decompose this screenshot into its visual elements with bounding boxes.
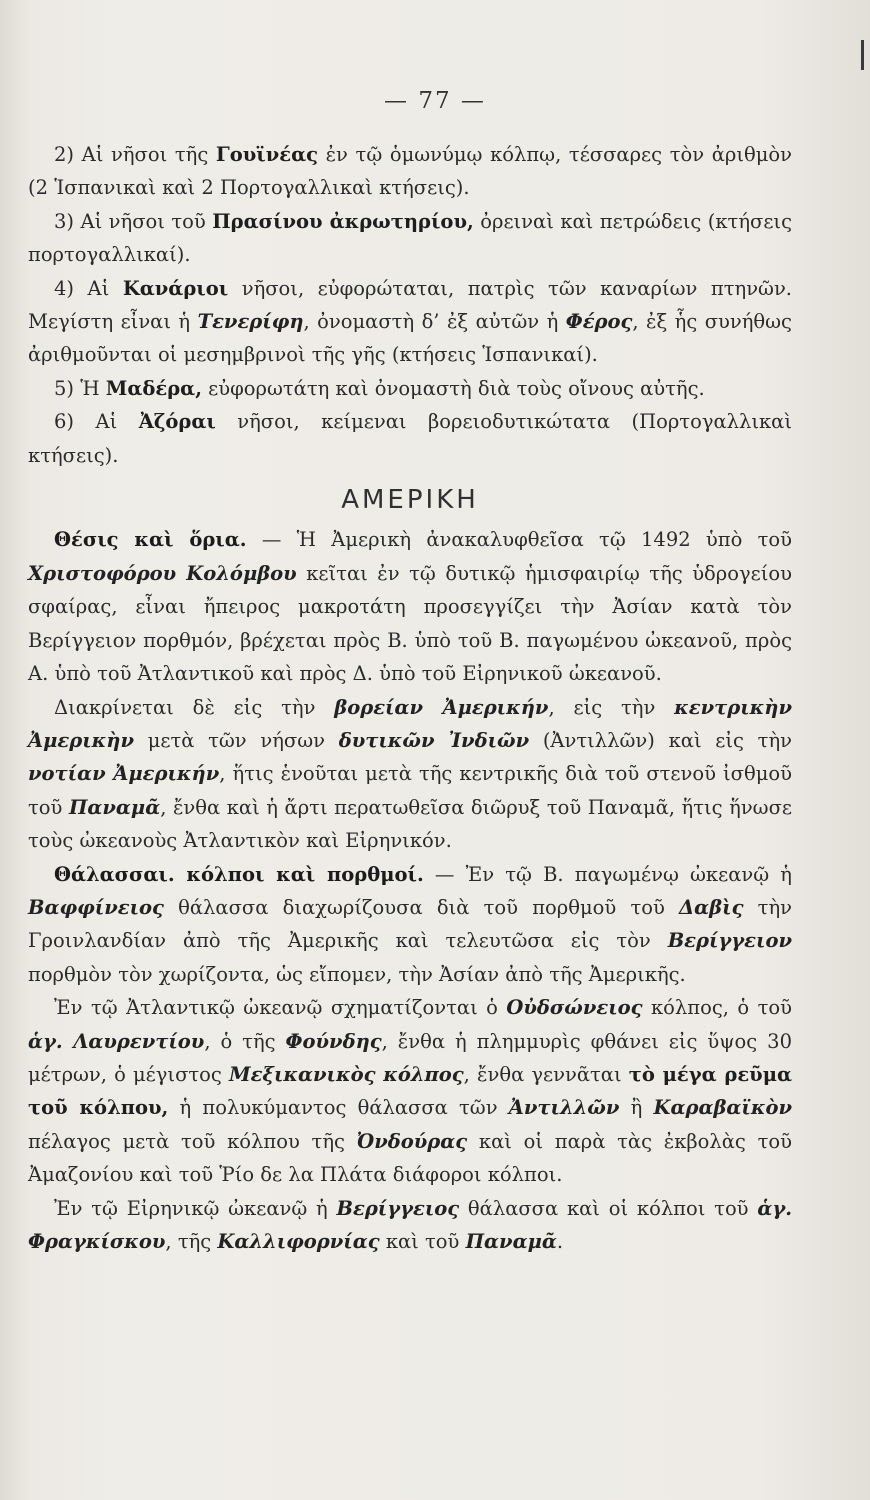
list-item-4: 4) Αἱ Κανάριοι νῆσοι, εὐφορώταται, πατρὶς τῶν καναρίων πτηνῶν. Μεγίστη εἶναι ἡ Τενερίφη, ὀνομαστὴ δ’ ἐξ αὐτῶν ἡ Φέρος, ἐξ ἧς συνήθως ἀριθμοῦνται οἱ μεσημβρινοὶ τῆς γῆς (κτήσεις Ἱσπανικαί). [28,276,793,367]
page-number: — 77 — [384,88,486,114]
list-item-2: 2) Αἱ νῆσοι τῆς Γουϊνέας ἐν τῷ ὁμωνύμῳ κόλπῳ, τέσσαρες τὸν ἀριθμὸν (2 Ἱσπανικαὶ καὶ 2 Πορτογαλλικαὶ κτήσεις). [28,143,792,200]
list-item-5: 5) Ἡ Μαδέρα, εὐφορωτάτη καὶ ὀνομαστὴ διὰ τοὺς οἴνους αὐτῆς. [54,376,705,400]
paragraph-pacific: Ἐν τῷ Εἰρηνικῷ ὠκεανῷ ἡ Βερίγγειος θάλασσα καὶ οἱ κόλποι τοῦ ἁγ. Φραγκίσκου, τῆς Καλλιφορνίας καὶ τοῦ Παναμᾶ. [28,1196,792,1253]
paragraph-heading: Θάλασσαι. κόλποι καὶ πορθμοί. [54,862,424,886]
list-item-6: 6) Αἱ Ἀζόραι νῆσοι, κείμεναι βορειοδυτικώτατα (Πορτογαλλικαὶ κτήσεις). [28,410,793,467]
paragraph-divisions: Διακρίνεται δὲ εἰς τὴν βορείαν Ἀμερικήν, εἰς τὴν κεντρικὴν Ἀμερικὴν μετὰ τῶν νήσων δυτικῶν Ἰνδιῶν (Ἀντιλλῶν) καὶ εἰς τὴν νοτίαν Ἀμερικήν, ἥτις ἑνοῦται μετὰ τῆς κεντρικῆς διὰ τοῦ στενοῦ ἰσθμοῦ τοῦ Παναμᾶ, ἔνθα καὶ ἡ ἄρτι περατωθεῖσα διῶρυξ τοῦ Παναμᾶ, ἥτις ἥνωσε τοὺς ὠκεανοὺς Ἀτλαντικὸν καὶ Εἰρηνικόν. [28,695,793,853]
paragraph-heading: Θέσις καὶ ὅρια. [54,528,247,552]
paragraph-seas-gulfs: Θάλασσαι. κόλποι καὶ πορθμοί. — Ἐν τῷ Β. παγωμένῳ ὠκεανῷ ἡ Βαφφίνειος θάλασσα διαχωρίζουσα διὰ τοῦ πορθμοῦ τοῦ Δαβὶς τὴν Γροινλανδίαν ἀπὸ τῆς Ἀμερικῆς καὶ τελευτῶσα εἰς τὸν Βερίγγειον πορθμὸν τὸν χωρίζοντα, ὡς εἴπομεν, τὴν Ἀσίαν ἀπὸ τῆς Ἀμερικῆς. [28,862,792,986]
list-item-3: 3) Αἱ νῆσοι τοῦ Πρασίνου ἀκρωτηρίου, ὀρειναὶ καὶ πετρώδεις (κτήσεις πορτογαλλικαί). [28,209,792,267]
body-text [28,138,792,1258]
edge-mark [861,40,864,70]
paragraph-atlantic: Ἐν τῷ Ἀτλαντικῷ ὠκεανῷ σχηματίζονται ὁ Οὐδσώνειος κόλπος, ὁ τοῦ ἁγ. Λαυρεντίου, ὁ τῆς Φούνδης, ἔνθα ἡ πλημμυρὶς φθάνει εἰς ὕψος 30 μέτρων, ὁ μέγιστος Μεξικανικὸς κόλπος, ἔνθα γεννᾶται τὸ μέγα ρεῦμα τοῦ κόλπου, ἡ πολυκύμαντος θάλασσα τῶν Ἀντιλλῶν ἢ Καραβαϊκὸν πέλαγος μετὰ τοῦ κόλπου τῆς Ὀνδούρας καὶ οἱ παρὰ τὰς ἐκβολὰς τοῦ Ἀμαζονίου καὶ τοῦ Ῥίο δε λα Πλάτα διάφοροι κόλποι. [28,996,792,1187]
paragraph-position-borders: Θέσις καὶ ὅρια. — Ἡ Ἀμερικὴ ἀνακαλυφθεῖσα τῷ 1492 ὑπὸ τοῦ Χριστοφόρου Κολόμβου κεῖται ἐν τῷ δυτικῷ ἡμισφαιρίῳ τῆς ὑδρογείου σφαίρας, εἶναι ἤπειρος μακροτάτη προσεγγίζει τὴν Ἀσίαν κατὰ τὸν Βερίγγειον πορθμόν, βρέχεται πρὸς Β. ὑπὸ τοῦ Β. παγωμένου ὠκεανοῦ, πρὸς Α. ὑπὸ τοῦ Ἀτλαντικοῦ καὶ πρὸς Δ. ὑπὸ τοῦ Εἰρηνικοῦ ὠκεανοῦ. [28,528,793,686]
section-title: ΑΜΕΡΙΚΗ [341,485,479,516]
